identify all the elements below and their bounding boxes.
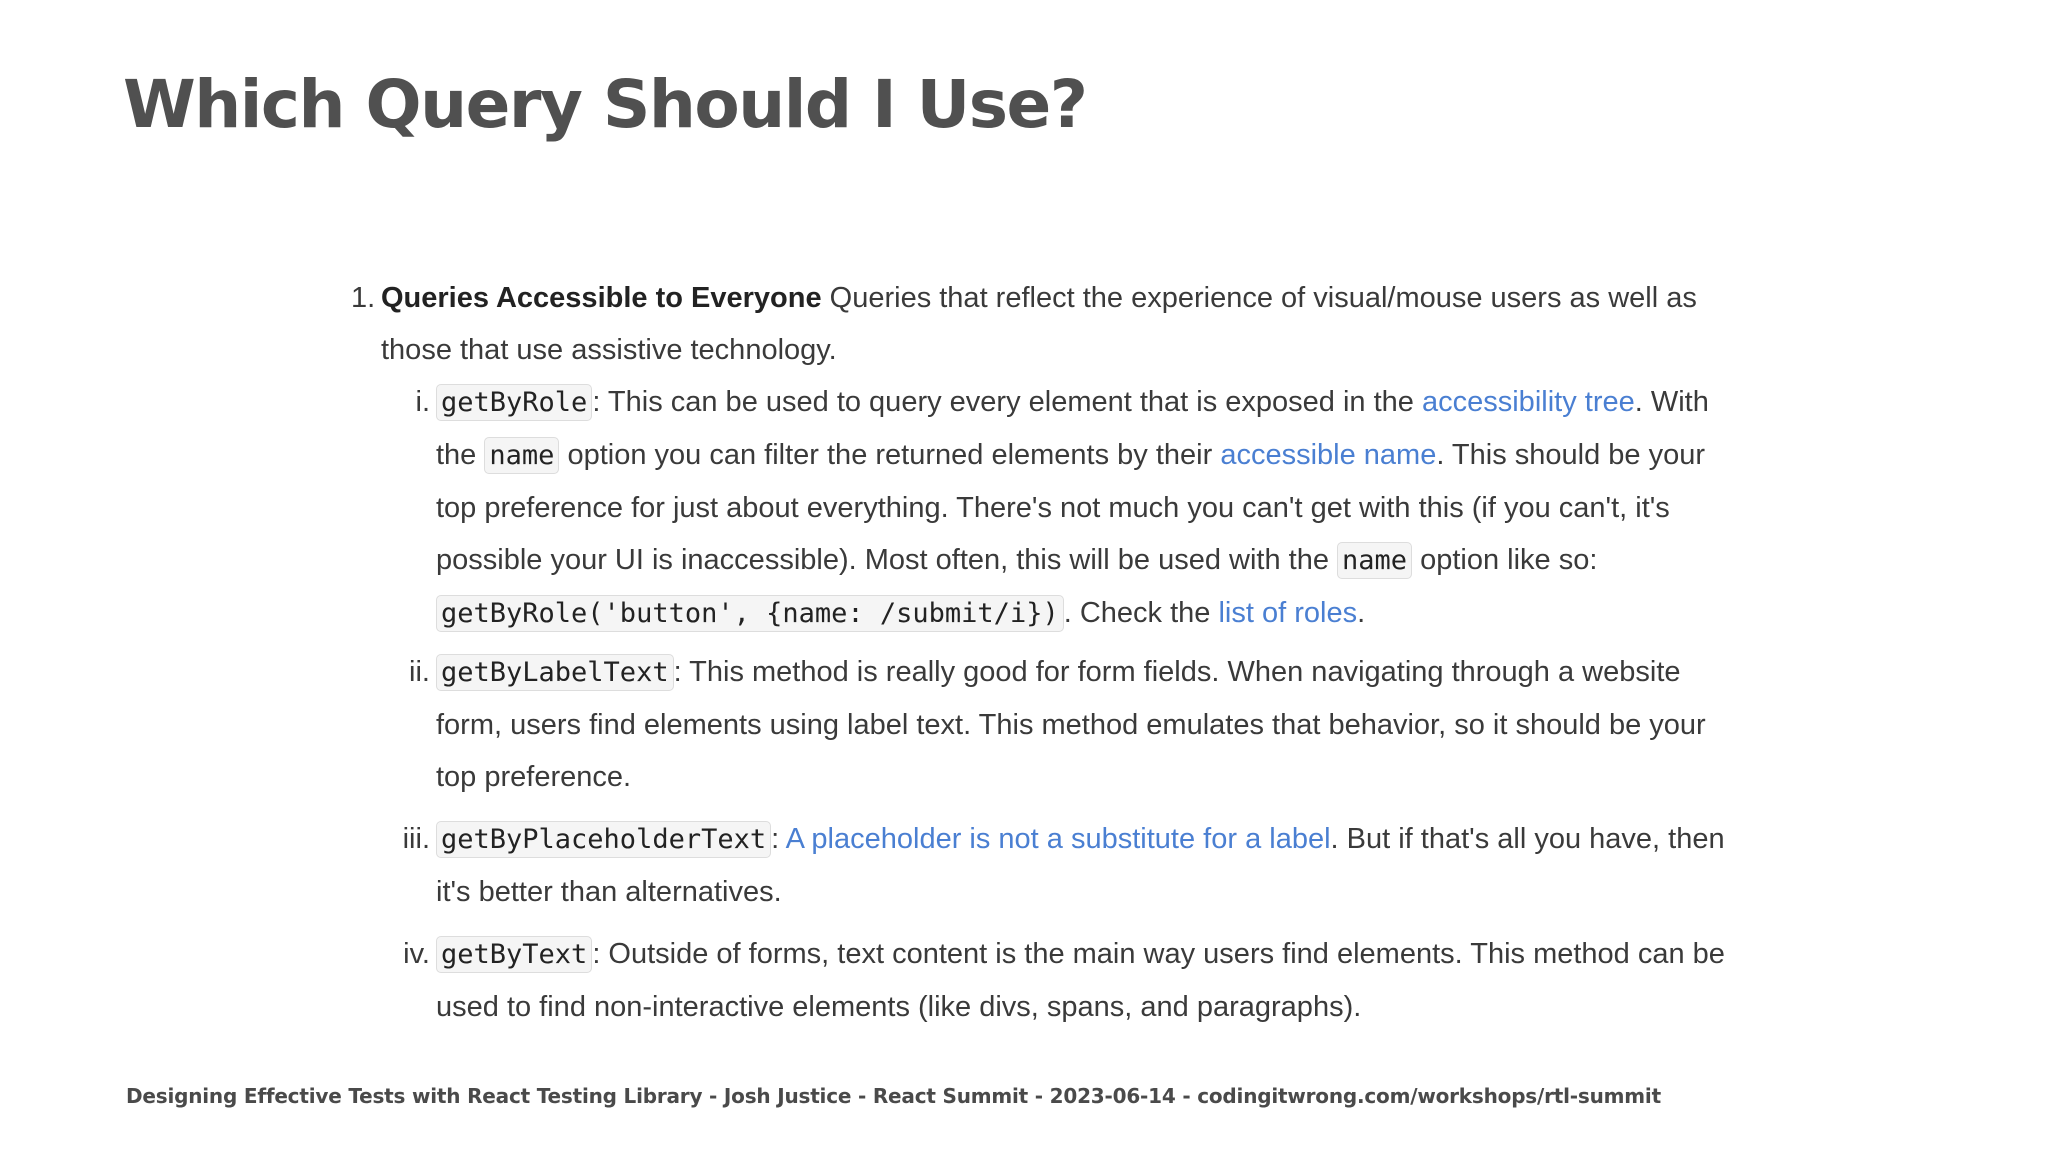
text-segment: : This can be used to query every element that is exposed in the — [592, 386, 1422, 418]
code-getbyplaceholdertext: getByPlaceholderText — [436, 821, 771, 858]
text-segment: : — [771, 823, 786, 855]
slide-footer: Designing Effective Tests with React Testing Library - Josh Justice - React Summit - 2023-06-14 - codingitwrong.com/workshops/rtl-summit — [126, 1084, 1661, 1108]
sub-item-getbyplaceholdertext — [345, 813, 1735, 918]
sub-item-numeral: iii. — [402, 823, 430, 855]
slide-title: Which Query Should I Use? — [123, 66, 1087, 143]
code-example: getByRole('button', {name: /submit/i}) — [436, 595, 1064, 632]
text-segment: . Check the — [1063, 597, 1219, 629]
code-getbytext: getByText — [436, 936, 592, 973]
code-name: name — [484, 437, 559, 474]
link-list-of-roles[interactable]: list of roles — [1218, 597, 1358, 629]
sub-item-numeral: i. — [415, 386, 430, 418]
link-placeholder-not-label[interactable]: A placeholder is not a substitute for a label — [785, 823, 1331, 855]
sub-item-getbyrole — [345, 376, 1735, 640]
text-segment: option like so: — [1412, 544, 1598, 576]
text-segment: : Outside of forms, text content is the main way users find elements. This method can be used to find non-interactive elements (like divs, spans, and paragraphs). — [436, 938, 1725, 1023]
list-heading: Queries Accessible to Everyone — [381, 282, 822, 314]
sub-item-getbytext — [345, 928, 1735, 1033]
code-getbylabeltext: getByLabelText — [436, 654, 674, 691]
sub-item-numeral: iv. — [403, 938, 430, 970]
link-accessibility-tree[interactable]: accessibility tree — [1421, 386, 1635, 418]
documentation-excerpt — [345, 272, 1735, 1039]
text-segment: . — [1357, 597, 1366, 629]
text-segment: . With the — [436, 386, 1709, 471]
link-accessible-name[interactable]: accessible name — [1220, 439, 1437, 471]
sub-item-getbylabeltext — [345, 646, 1735, 803]
code-getbyrole: getByRole — [436, 384, 592, 421]
list-item-queries-accessible — [345, 272, 1735, 376]
sub-item-numeral: ii. — [409, 656, 430, 688]
list-number: 1. — [351, 282, 376, 314]
list-intro: Queries that reflect the experience of visual/mouse users as well as those that use assistive technology. — [381, 282, 1697, 366]
query-sublist — [345, 376, 1735, 1033]
text-segment: . But if that's all you have, then it's better than alternatives. — [436, 823, 1725, 908]
text-segment: option you can filter the returned elements by their — [559, 439, 1221, 471]
code-name-option: name — [1337, 542, 1412, 579]
text-segment: : This method is really good for form fields. When navigating through a website form, users find elements using label text. This method emulates that behavior, so it should be your top preference. — [436, 656, 1706, 793]
text-segment: . This should be your top preference for just about everything. There's not much you can't get with this (if you can't, it's possible your UI is inaccessible). Most often, this will be used with the — [436, 439, 1706, 576]
